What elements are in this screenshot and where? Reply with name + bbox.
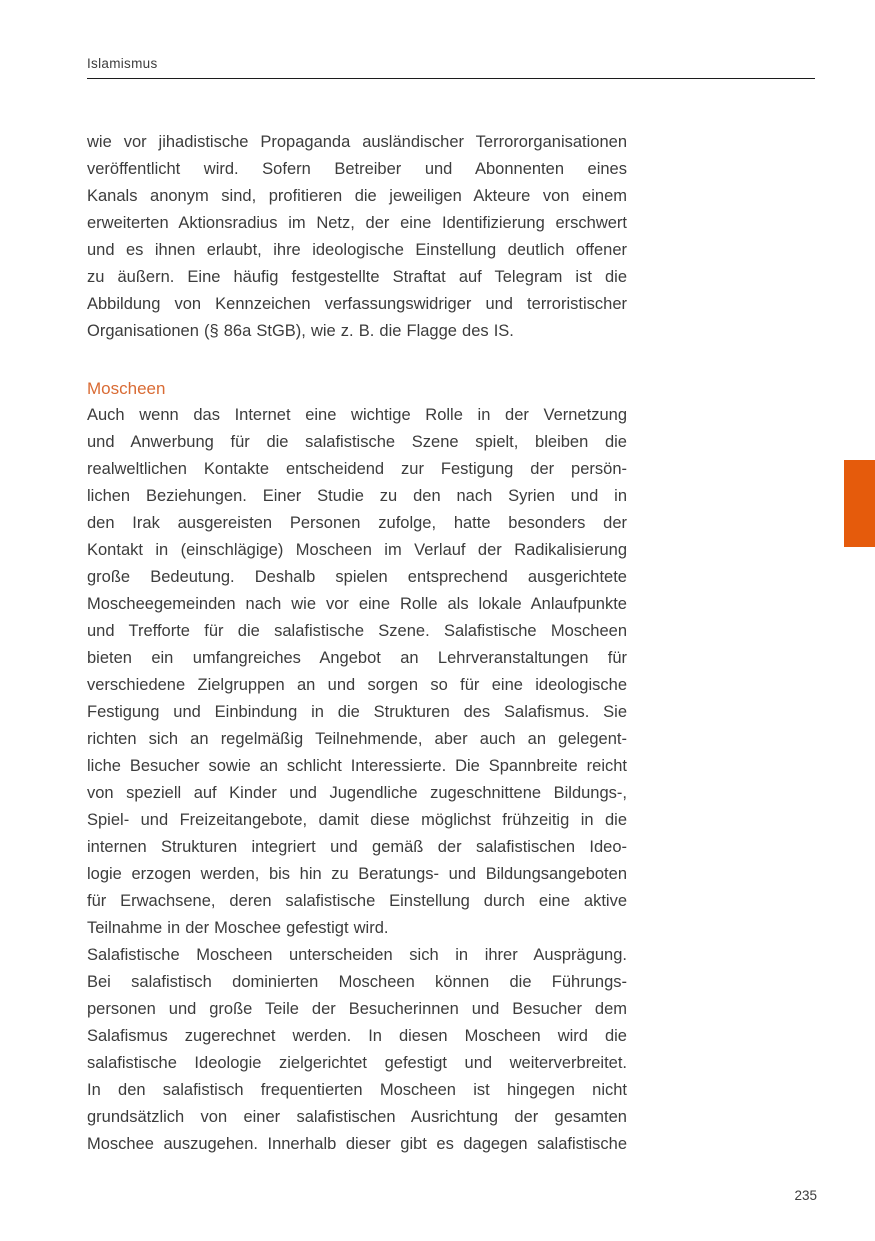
section-heading: Moscheen [87,379,166,398]
text-line: Organisationen (§ 86a StGB), wie z. B. die Flagge des IS. [87,322,514,340]
text-line: Abbildung von Kennzeichen verfassungswidriger und terroristischer [87,295,627,313]
text-line: Salafistische Moscheen unterscheiden sich in ihrer Ausprägung. [87,946,627,964]
text-line: Kontakt in (einschlägige) Moscheen im Verlauf der Radikalisierung [87,541,627,559]
text-line: richten sich an regelmäßig Teilnehmende, aber auch an gelegent- [87,730,627,748]
text-line: zu äußern. Eine häufig festgestellte Straftat auf Telegram ist die [87,268,627,286]
text-line: In den salafistisch frequentierten Moscheen ist hingegen nicht [87,1081,627,1099]
page-number: 235 [794,1188,817,1203]
text-line: Salafismus zugerechnet werden. In diesen Moscheen wird die [87,1027,627,1045]
text-line: wie vor jihadistische Propaganda ausländischer Terrororganisationen [87,133,627,151]
paragraph [87,129,627,345]
text-line: Kanals anonym sind, profitieren die jeweiligen Akteure von einem [87,187,627,205]
text-line: von speziell auf Kinder und Jugendliche zugeschnittene Bildungs-, [87,784,627,802]
text-line: logie erzogen werden, bis hin zu Beratungs- und Bildungsangeboten [87,865,627,883]
paragraph [87,942,627,1158]
text-line: große Bedeutung. Deshalb spielen entsprechend ausgerichtete [87,568,627,586]
chapter-tab-marker [844,460,875,547]
text-line: und Trefforte für die salafistische Szene. Salafistische Moscheen [87,622,627,640]
text-line: Spiel- und Freizeitangebote, damit diese möglichst frühzeitig in die [87,811,627,829]
text-line: internen Strukturen integriert und gemäß der salafistischen Ideo- [87,838,627,856]
article-body [87,129,627,1158]
text-line: Festigung und Einbindung in die Strukturen des Salafismus. Sie [87,703,627,721]
text-line: liche Besucher sowie an schlicht Interessierte. Die Spannbreite reicht [87,757,627,775]
text-line: Bei salafistisch dominierten Moscheen können die Führungs- [87,973,627,991]
text-line: realweltlichen Kontakte entscheidend zur Festigung der persön- [87,460,627,478]
text-line: grundsätzlich von einer salafistischen Ausrichtung der gesamten [87,1108,627,1126]
text-line: Auch wenn das Internet eine wichtige Rolle in der Vernetzung [87,406,627,424]
paragraph [87,402,627,942]
text-line: lichen Beziehungen. Einer Studie zu den nach Syrien und in [87,487,627,505]
text-line: erweiterten Aktionsradius im Netz, der eine Identifizierung erschwert [87,214,627,232]
text-line: salafistische Ideologie zielgerichtet gefestigt und weiterverbreitet. [87,1054,627,1072]
text-line: und Anwerbung für die salafistische Szene spielt, bleiben die [87,433,627,451]
text-line: bieten ein umfangreiches Angebot an Lehrveranstaltungen für [87,649,627,667]
text-line: den Irak ausgereisten Personen zufolge, hatte besonders der [87,514,627,532]
text-line: und es ihnen erlaubt, ihre ideologische Einstellung deutlich offener [87,241,627,259]
text-line: Moscheegemeinden nach wie vor eine Rolle als lokale Anlaufpunkte [87,595,627,613]
running-header-section-label: Islamismus [87,56,158,71]
header-rule [87,78,815,79]
text-line: personen und große Teile der Besucherinnen und Besucher dem [87,1000,627,1018]
text-line: Teilnahme in der Moschee gefestigt wird. [87,919,389,937]
text-line: Moschee auszugehen. Innerhalb dieser gibt es dagegen salafistische [87,1135,627,1153]
text-line: verschiedene Zielgruppen an und sorgen so für eine ideologische [87,676,627,694]
text-line: für Erwachsene, deren salafistische Einstellung durch eine aktive [87,892,627,910]
text-line: veröffentlicht wird. Sofern Betreiber und Abonnenten eines [87,160,627,178]
